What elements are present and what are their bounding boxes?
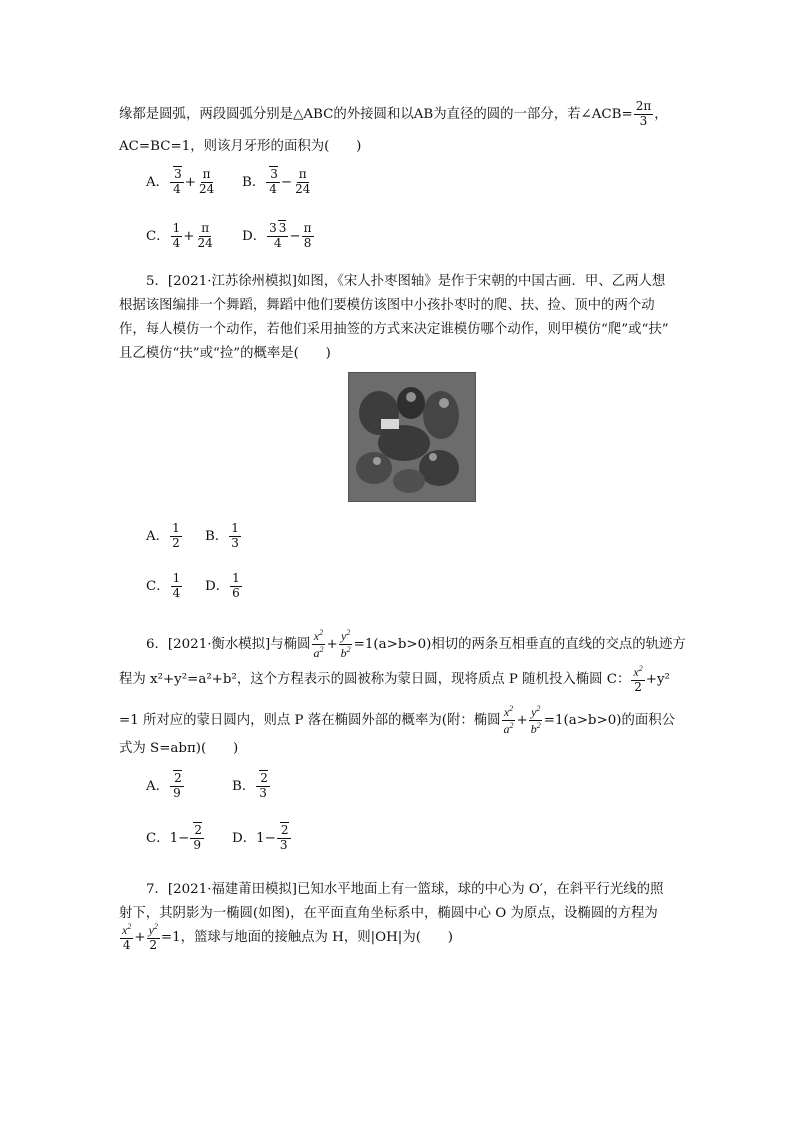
q4-option-d[interactable]: D． $\frac{3 3}{4}$ − $\frac{\pi}{8}$ — [242, 221, 312, 250]
q4-line2: AC=BC=1，则该月牙形的面积为( ) — [119, 139, 362, 154]
q5-option-c[interactable]: C． $\frac{1}{4}$ — [146, 571, 181, 600]
q5-line2: 根据该图编排一个舞蹈，舞蹈中他们要模仿该图中小孩扑枣时的爬、扶、捡、顶中的两个动 — [119, 298, 655, 313]
painting-image — [348, 372, 476, 502]
q6-line4: 式为 S=abπ)( ) — [119, 741, 239, 756]
q6-option-a[interactable]: A． $\frac{2}{9}$ — [146, 771, 182, 800]
q7-line1: 7．[2021·福建莆田模拟]已知水平地面上有一篮球，球的中心为 O′，在斜平行光线的照 — [146, 882, 664, 897]
q6-line3: =1 所对应的蒙日圆内，则点 P 落在椭圆外部的概率为(附：椭圆 $\frac{x^2}{a^2}$ + $\frac{y^2}{b^2}$ =1(a>b>0)的面积公 — [119, 704, 676, 736]
q4-option-a[interactable]: A． $\frac{3}{4}$ + $\frac{\pi}{24}$ — [146, 167, 215, 196]
q6-line2: 程为 x²+y²=a²+b²，这个方程表示的圆被称为蒙日圆，现将质点 P 随机投入椭圆 C： $\frac{x^2}{2}$ +y² — [119, 664, 670, 694]
q4-line1: 缘都是圆弧，两段圆弧分别是△ABC的外接圆和以AB为直径的圆的一部分，若∠ACB= $\frac{2\pi}{3}$ ， — [119, 99, 668, 128]
q5-option-d[interactable]: D． $\frac{1}{6}$ — [205, 571, 240, 600]
q4-option-c[interactable]: C． $\frac{1}{4}$ + $\frac{\pi}{24}$ — [146, 221, 213, 250]
q5-line3: 作，每人模仿一个动作，若他们采用抽签的方式来决定谁模仿哪个动作，则甲模仿“爬”或“扶” — [119, 322, 669, 337]
q6-line1: 6．[2021·衡水模拟]与椭圆 $\frac{x^2}{a^2}$ + $\frac{y^2}{b^2}$ =1(a>b>0)相切的两条互相垂直的直线的交点的轨迹方 — [146, 628, 686, 660]
q7-line3: $\frac{x^2}{4}$ + $\frac{y^2}{2}$ =1，篮球与地面的接触点为 H，则|OH|为( ) — [122, 922, 453, 952]
q4-option-b[interactable]: B． $\frac{3}{4}$ − $\frac{\pi}{24}$ — [242, 167, 311, 196]
q5-option-a[interactable]: A． $\frac{1}{2}$ — [146, 521, 180, 550]
q6-option-c[interactable]: C．1− $\frac{2}{9}$ — [146, 823, 203, 852]
q5-line1: 5．[2021·江苏徐州模拟]如图，《宋人扑枣图轴》是作于宋朝的中国古画．甲、乙两人想 — [146, 274, 666, 289]
q6-option-b[interactable]: B． $\frac{2}{3}$ — [232, 771, 268, 800]
angle-fraction: $\frac{2\pi}{3}$ — [635, 99, 652, 128]
q7-line2: 射下，其阴影为一椭圆(如图)，在平面直角坐标系中，椭圆中心 O 为原点，设椭圆的方程为 — [119, 906, 658, 921]
q5-line4: 且乙模仿“扶”或“捡”的概率是( ) — [119, 346, 331, 361]
q6-option-d[interactable]: D．1− $\frac{2}{3}$ — [232, 823, 289, 852]
painting-illustration — [349, 373, 475, 501]
q5-option-b[interactable]: B． $\frac{1}{3}$ — [205, 521, 239, 550]
